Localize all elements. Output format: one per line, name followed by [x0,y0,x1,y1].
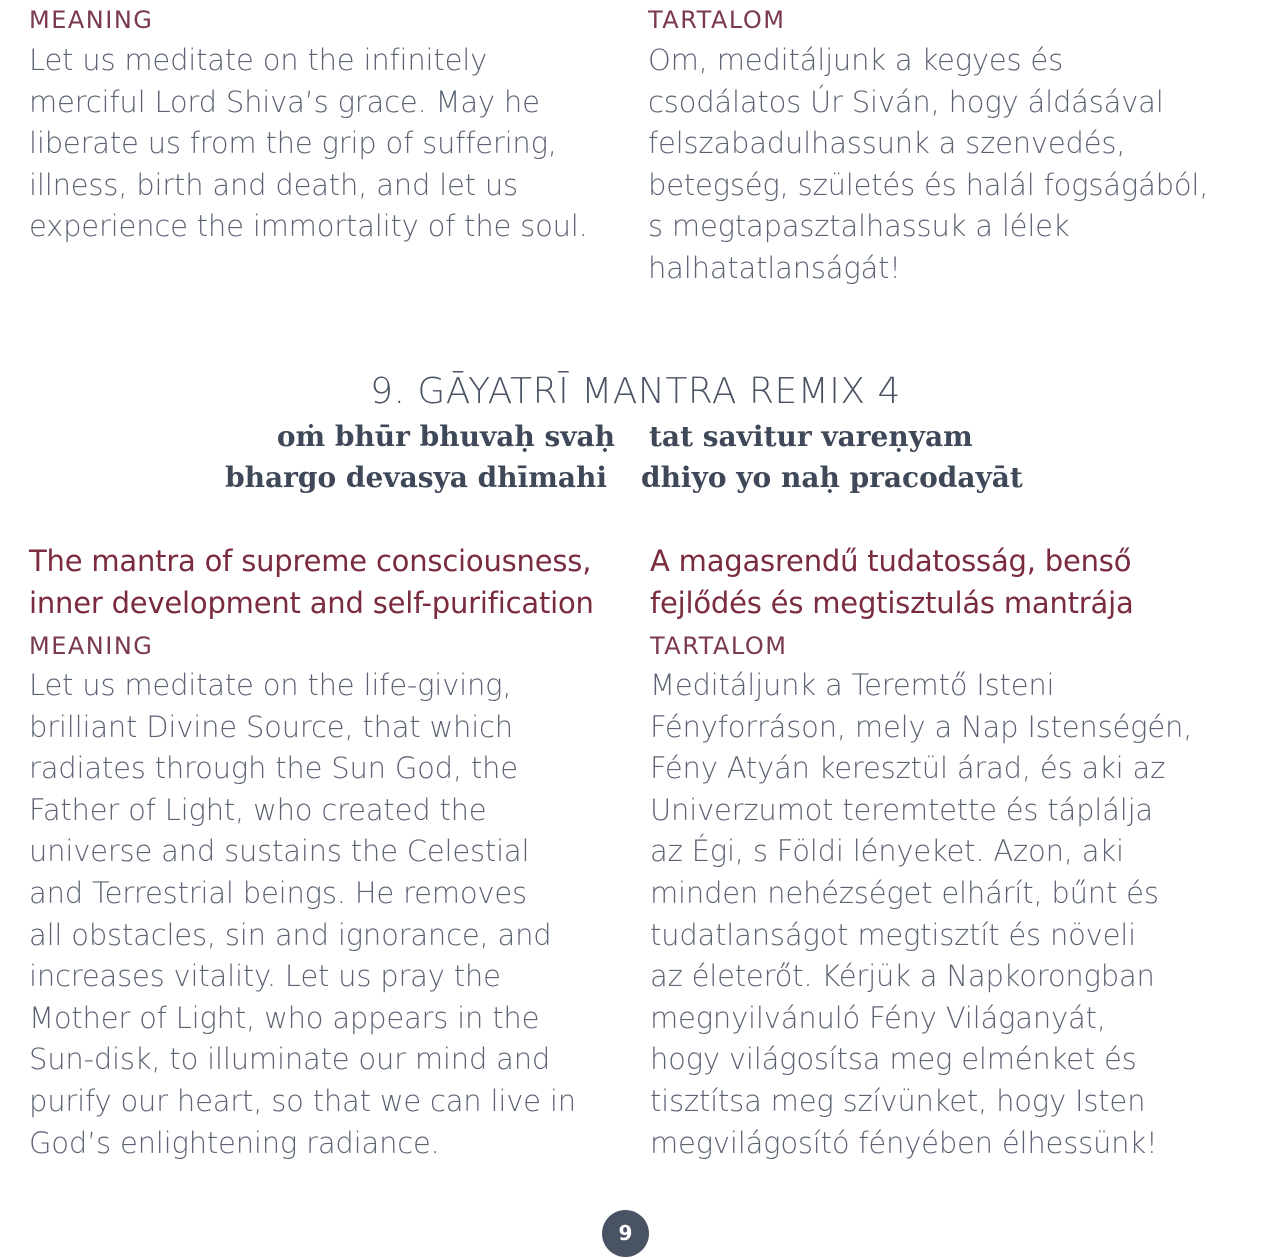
meaning-text-hu-top: Om, meditáljunk a kegyes és csodálatos Úr Siván, hogy áldásával felszabadulhassunk a szenvedés, betegség, születés és halál fogságából, s megtapasztalhassuk a lélek halhatatlanságát! [648,43,1209,285]
mantra-line2-right: dhiyo yo naḥ pracodayāt [641,461,1023,494]
meaning-label-en: MEANING [29,632,154,660]
mantra-line1-right: tat savitur vareṇyam [649,420,973,453]
meaning-label-en-top: MEANING [29,6,154,34]
mantra-title: 9. GĀYATRĪ MANTRA REMIX 4 [370,371,901,412]
meaning-text-hu: Meditáljunk a Teremtő Isteni Fényforráson, mely a Nap Istenségén, Fény Atyán keresztül árad, és aki az Univerzumot teremtette és táplálja az Égi, s Földi lényeket. Azon, aki minden nehézséget elhárít, bűnt és tudatlanságot megtisztít és növeli az életerőt. Kérjük a Napkorongban megnyilvánuló Fény Világanyát, hogy világosítsa meg elménket és tisztítsa meg szívünket, hogy Isten megvilágosító fényében élhessünk! [650,668,1193,1160]
meaning-text-en: Let us meditate on the life-giving, brilliant Divine Source, that which radiates through the Sun God, the Father of Light, who created the universe and sustains the Celestial and Terrestrial beings. He removes all obstacles, sin and ignorance, and increases vitality. Let us pray the Mother of Light, who appears in the Sun-disk, to illuminate our mind and purify our heart, so that we can live in God’s enlightening radiance. [29,668,576,1160]
mantra-subtitle-hu: A magasrendű tudatosság, benső fejlődés és megtisztulás mantrája [650,544,1134,620]
meaning-label-hu-top: TARTALOM [648,6,786,34]
mantra-line2-left: bhargo devasya dhīmahi [225,461,607,494]
mantra-subtitle-en: The mantra of supreme consciousness, inner development and self-purification [29,544,594,620]
meaning-text-en-top: Let us meditate on the infinitely merciful Lord Shiva’s grace. May he liberate us from the grip of suffering, illness, birth and death, and let us experience the immortality of the soul. [29,43,588,244]
mantra-line1-left: oṁ bhūr bhuvaḥ svaḥ [276,420,615,453]
page-number-badge: 9 [602,1210,649,1257]
meaning-label-hu: TARTALOM [650,632,788,660]
